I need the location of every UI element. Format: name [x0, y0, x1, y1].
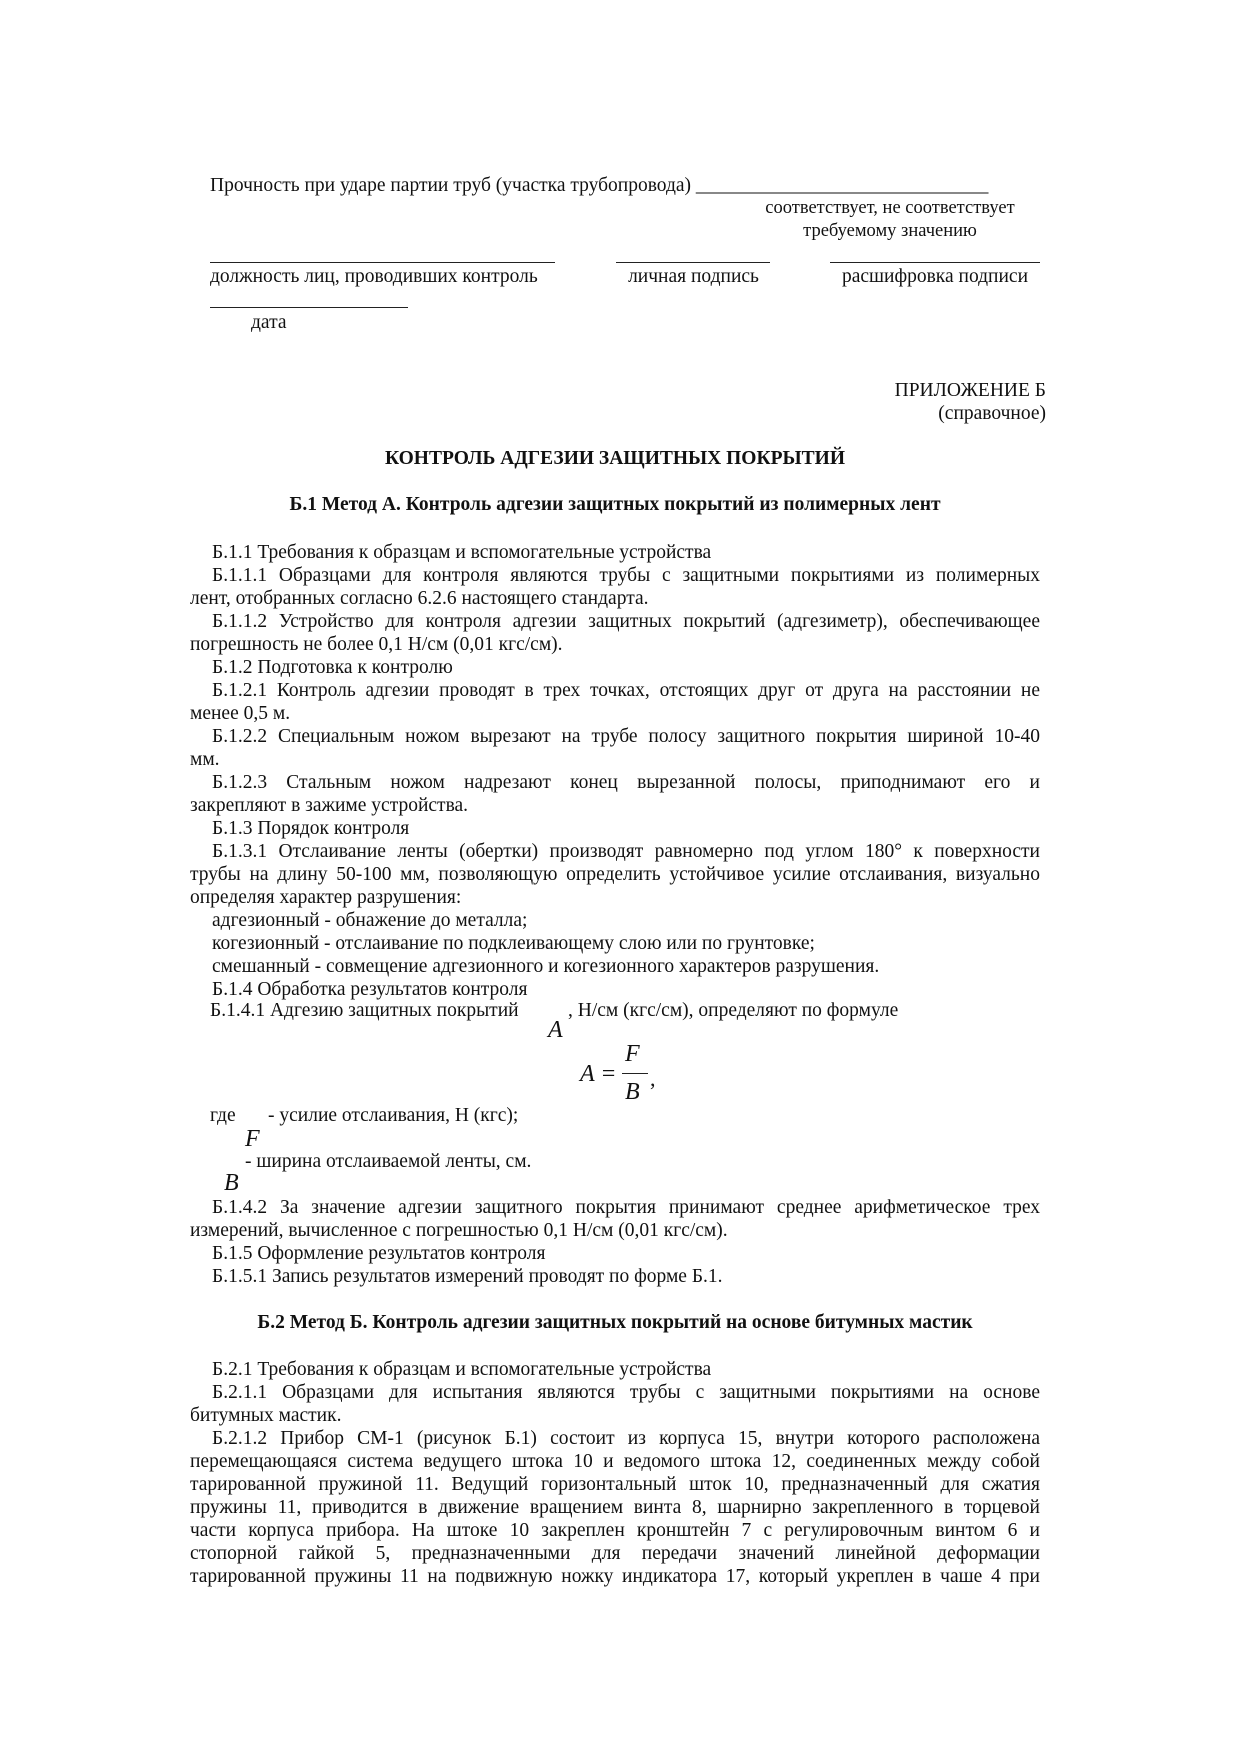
where-b-text: - ширина отслаиваемой ленты, см.: [245, 1151, 532, 1172]
b1-2-title: Б.1.2 Подготовка к контролю: [212, 657, 453, 678]
b2-1-2-line-3: тарированной пружиной 11. Ведущий горизонтальный шток 10, предназначенный для сжатия: [190, 1474, 1040, 1495]
where-label: где: [210, 1105, 236, 1126]
b1-3-title: Б.1.3 Порядок контроля: [212, 818, 410, 839]
b1-2-2-line-1: Б.1.2.2 Специальным ножом вырезают на трубе полосу защитного покрытия шириной 10-40: [212, 726, 1040, 747]
conform-hint-line-1: соответствует, не соответствует: [765, 198, 1015, 218]
section-b1-heading: Б.1 Метод А. Контроль адгезии защитных покрытий из полимерных лент: [289, 494, 941, 515]
b1-5-1-text: Б.1.5.1 Запись результатов измерений проводят по форме Б.1.: [212, 1266, 723, 1287]
fraction-bar: [622, 1073, 648, 1074]
variable-b: B: [224, 1170, 239, 1196]
date-label: дата: [251, 312, 287, 333]
formula-lhs: A =: [580, 1061, 617, 1087]
failure-type-adhesive: адгезионный - обнажение до металла;: [212, 910, 528, 931]
b2-1-2-line-7: тарированной пружины 11 на подвижную ножку индикатора 17, который укреплен в чаше 4 при: [190, 1566, 1040, 1587]
b1-1-1-line-2: лент, отобранных согласно 6.2.6 настоящего стандарта.: [190, 588, 649, 609]
b2-1-2-line-6: стопорной гайкой 5, предназначенными для передачи значений линейной деформации: [190, 1543, 1040, 1564]
b1-4-2-line-1: Б.1.4.2 За значение адгезии защитного покрытия принимают среднее арифметическое трех: [212, 1197, 1040, 1218]
b2-1-2-line-1: Б.2.1.2 Прибор СМ-1 (рисунок Б.1) состоит из корпуса 15, внутри которого расположена: [212, 1428, 1040, 1449]
b2-1-1-line-2: битумных мастик.: [190, 1405, 342, 1426]
b1-2-1-line-2: менее 0,5 м.: [190, 703, 291, 724]
b2-1-2-line-2: перемещающаяся система ведущего штока 10 и ведомого штока 12, соединенных между собой: [190, 1451, 1040, 1472]
conform-hint-line-2: требуемому значению: [803, 221, 977, 241]
b2-1-2-line-5: части корпуса прибора. На штоке 10 закреплен кронштейн 7 с регулировочным винтом 6 и: [190, 1520, 1040, 1541]
b1-2-1-line-1: Б.1.2.1 Контроль адгезии проводят в трех точках, отстоящих друг от друга на расстоянии не: [212, 680, 1040, 701]
position-signature-line: [210, 262, 555, 263]
failure-type-cohesive: когезионный - отслаивание по подклеивающему слою или по грунтовке;: [212, 933, 815, 954]
b1-3-1-line-3: определяя характер разрушения:: [190, 887, 462, 908]
formula-denominator: B: [625, 1079, 640, 1105]
signature-decode-line: [830, 262, 1040, 263]
b2-1-2-line-4: пружины 11, приводится в движение вращением винта 8, шарнирно закрепленного в торцевой: [190, 1497, 1040, 1518]
b1-2-3-line-1: Б.1.2.3 Стальным ножом надрезают конец вырезанной полосы, приподнимают его и: [212, 772, 1040, 793]
formula-numerator: F: [625, 1041, 640, 1067]
b1-4-1-text-b: , Н/см (кгс/см), определяют по формуле: [568, 1000, 899, 1021]
b1-4-1-text-a: Б.1.4.1 Адгезию защитных покрытий: [210, 1000, 519, 1021]
appendix-heading: КОНТРОЛЬ АДГЕЗИИ ЗАЩИТНЫХ ПОКРЫТИЙ: [384, 448, 846, 469]
b1-1-2-line-2: погрешность не более 0,1 Н/см (0,01 кгс/см).: [190, 634, 563, 655]
b2-1-1-line-1: Б.2.1.1 Образцами для испытания являются трубы с защитными покрытиями на основе: [212, 1382, 1040, 1403]
personal-signature-line: [616, 262, 770, 263]
impact-strength-line: Прочность при ударе партии труб (участка трубопровода) ______________________________: [210, 175, 989, 196]
b2-1-title: Б.2.1 Требования к образцам и вспомогательные устройства: [212, 1359, 712, 1380]
section-b1-body: [190, 541, 1040, 1001]
b1-1-2-line-1: Б.1.1.2 Устройство для контроля адгезии защитных покрытий (адгезиметр), обеспечивающее: [212, 611, 1040, 632]
failure-type-mixed: смешанный - совмещение адгезионного и когезионного характеров разрушения.: [212, 956, 880, 977]
variable-f: F: [245, 1126, 260, 1152]
appendix-note: (справочное): [938, 403, 1046, 424]
b1-1-1-line-1: Б.1.1.1 Образцами для контроля являются трубы с защитными покрытиями из полимерных: [212, 565, 1040, 586]
b1-4-title: Б.1.4 Обработка результатов контроля: [212, 979, 528, 1000]
b1-3-1-line-2: трубы на длину 50-100 мм, позволяющую определить устойчивое усилие отслаивания, визуально: [190, 864, 1040, 885]
b1-2-2-line-2: мм.: [190, 749, 220, 770]
variable-a: A: [548, 1017, 563, 1043]
signature-label: личная подпись: [628, 266, 759, 287]
appendix-title: ПРИЛОЖЕНИЕ Б: [894, 380, 1046, 401]
b1-1-title: Б.1.1 Требования к образцам и вспомогательные устройства: [212, 542, 712, 563]
formula-comma: ,: [650, 1066, 656, 1091]
b1-4-2-line-2: измерений, вычисленное с погрешностью 0,1 Н/см (0,01 кгс/см).: [190, 1220, 728, 1241]
section-b1-closing: [190, 1196, 1040, 1288]
position-label: должность лиц, проводивших контроль: [210, 266, 538, 287]
date-line: [210, 307, 408, 308]
b1-5-title: Б.1.5 Оформление результатов контроля: [212, 1243, 546, 1264]
section-b2-body: [190, 1358, 1040, 1588]
b1-2-3-line-2: закрепляют в зажиме устройства.: [190, 795, 469, 816]
section-b2-heading: Б.2 Метод Б. Контроль адгезии защитных покрытий на основе битумных мастик: [257, 1312, 973, 1333]
signature-decode-label: расшифровка подписи: [841, 266, 1029, 287]
where-f-text: - усилие отслаивания, Н (кгс);: [268, 1105, 519, 1126]
b1-3-1-line-1: Б.1.3.1 Отслаивание ленты (обертки) производят равномерно под углом 180° к поверхности: [212, 841, 1040, 862]
